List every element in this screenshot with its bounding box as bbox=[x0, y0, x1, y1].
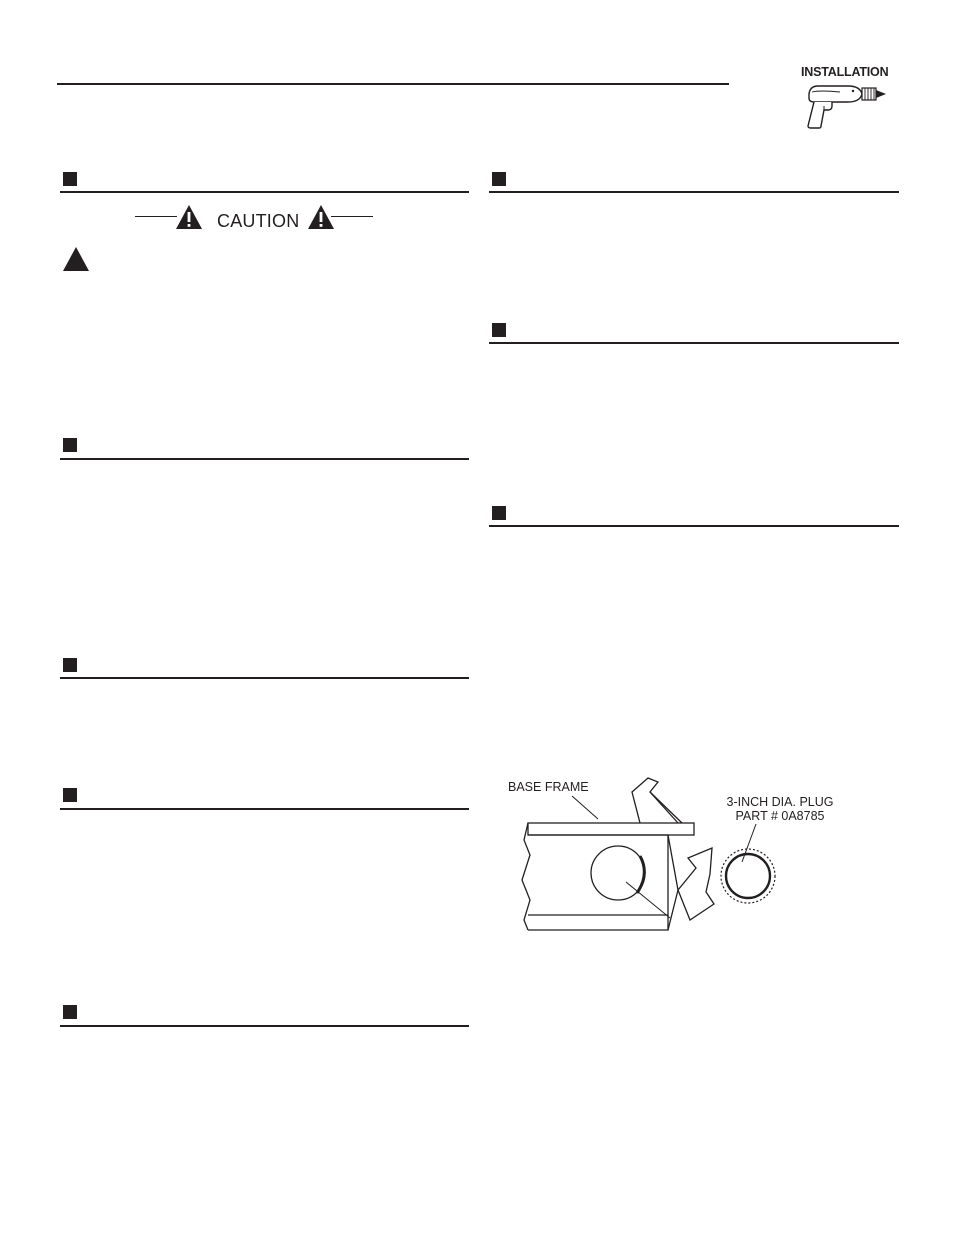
installation-badge-label: INSTALLATION bbox=[801, 65, 889, 79]
caution-banner bbox=[135, 202, 375, 232]
section-marker-r2 bbox=[492, 323, 506, 337]
base-frame-label: BASE FRAME bbox=[508, 780, 589, 794]
section-rule-l5 bbox=[60, 1025, 469, 1027]
warning-triangle-icon bbox=[62, 246, 90, 272]
installation-badge bbox=[800, 62, 910, 132]
section-rule-l1 bbox=[60, 191, 469, 193]
section-rule-l3 bbox=[60, 677, 469, 679]
plug-label-line1: 3-INCH DIA. PLUG bbox=[726, 795, 834, 809]
section-rule-l2 bbox=[60, 458, 469, 460]
section-rule-r1 bbox=[489, 191, 899, 193]
section-rule-r3 bbox=[489, 525, 899, 527]
base-frame-figure bbox=[500, 770, 860, 940]
warning-triangle-icon bbox=[175, 204, 203, 230]
caution-label: CAUTION bbox=[217, 211, 300, 231]
section-marker-l1 bbox=[63, 172, 77, 186]
section-rule-r2 bbox=[489, 342, 899, 344]
drill-icon bbox=[800, 80, 900, 132]
caution-left-line bbox=[135, 216, 177, 217]
section-marker-r3 bbox=[492, 506, 506, 520]
section-marker-l4 bbox=[63, 788, 77, 802]
plug-part-number: PART # 0A8785 bbox=[735, 809, 825, 823]
section-marker-l3 bbox=[63, 658, 77, 672]
caution-right-line bbox=[331, 216, 373, 217]
section-marker-l5 bbox=[63, 1005, 77, 1019]
section-marker-l2 bbox=[63, 438, 77, 452]
section-rule-l4 bbox=[60, 808, 469, 810]
header-rule bbox=[57, 83, 729, 85]
warning-triangle-icon bbox=[307, 204, 335, 230]
section-marker-r1 bbox=[492, 172, 506, 186]
